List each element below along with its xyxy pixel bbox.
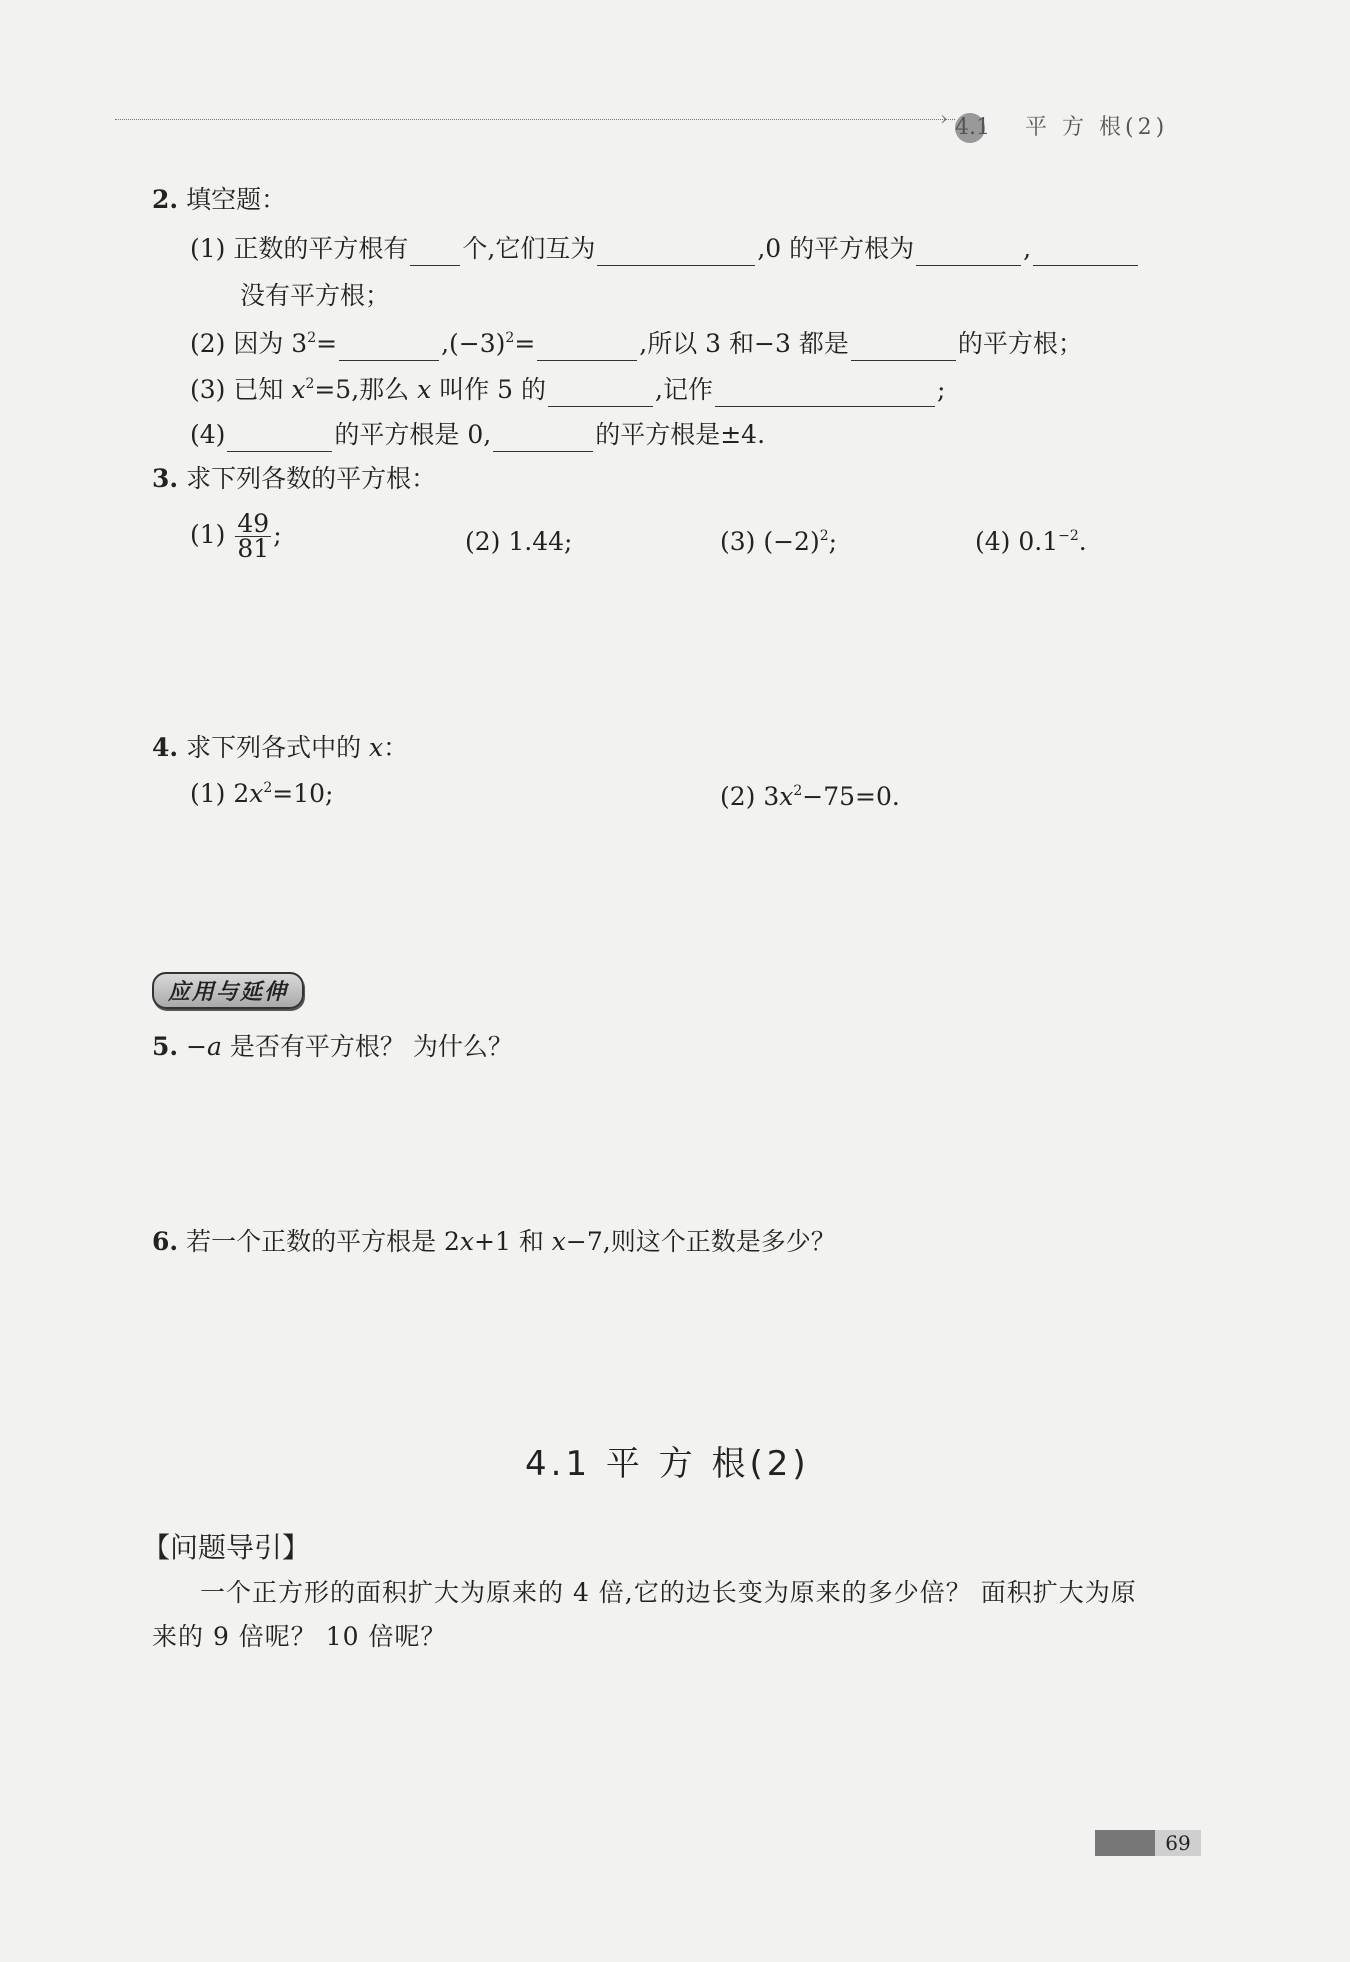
q4-item2: (2) $3x^2-75=0$.: [720, 782, 900, 811]
guide-text-line1: 一个正方形的面积扩大为原来的 4 倍,它的边长变为原来的多少倍？ 面积扩大为原: [200, 1578, 1137, 1607]
q2-part1-end: 没有平方根；: [240, 281, 391, 310]
guide-label: 【问题导引】: [142, 1531, 311, 1564]
q4-item1: (1) $2x^2=10$;: [190, 779, 334, 808]
q6: 6. 若一个正数的平方根是 2x+1 和 x−7,则这个正数是多少？: [152, 1227, 836, 1256]
q2-part1: (1) 正数的平方根有 个,它们互为 ,0 的平方根为 ,: [190, 232, 1140, 266]
page-number: 69: [1155, 1830, 1201, 1856]
q4-number: 4.: [152, 733, 179, 762]
header-arrow: ›: [940, 106, 948, 130]
q2-part4: (4) 的平方根是 0, 的平方根是±4.: [190, 418, 765, 452]
section-tag-application: 应用与延伸: [152, 972, 304, 1009]
q3-item3: (3) $(-2)^2$;: [720, 527, 838, 556]
q3-number: 3.: [152, 464, 179, 493]
section-title: 4.1 平 方 根(2): [525, 1444, 810, 1484]
page-number-bar: [1095, 1830, 1155, 1856]
guide-text-line2: 来的 9 倍呢？ 10 倍呢？: [152, 1622, 447, 1651]
q2-title: 填空题：: [186, 185, 287, 214]
q3-item1: (1) $\frac{49}{81}$ ;: [190, 509, 282, 563]
header-rule: [115, 119, 955, 120]
q2-number: 2.: [152, 185, 179, 214]
q3-heading: [152, 462, 436, 496]
q2-part2: (2) 因为 $3^2= ,(-3)^2=$ ,所以 3 和−3 都是 的平方根；: [190, 327, 1083, 361]
q2-heading: [152, 183, 286, 217]
header-section-label: 4.1 平 方 根(2): [955, 110, 1168, 143]
q3-item2: (2) 1.44;: [465, 527, 573, 556]
q4-heading: 4. 求下列各式中的 x：: [152, 733, 409, 762]
q3-title: 求下列各数的平方根：: [186, 464, 437, 493]
q3-item4: (4) $0.1^{-2}$.: [975, 527, 1087, 556]
q5: 5. −a 是否有平方根？ 为什么？: [152, 1032, 513, 1061]
q2-part3: (3) 已知 $x^2=5$,那么 x 叫作 5 的 ,记作 ;: [190, 373, 945, 407]
